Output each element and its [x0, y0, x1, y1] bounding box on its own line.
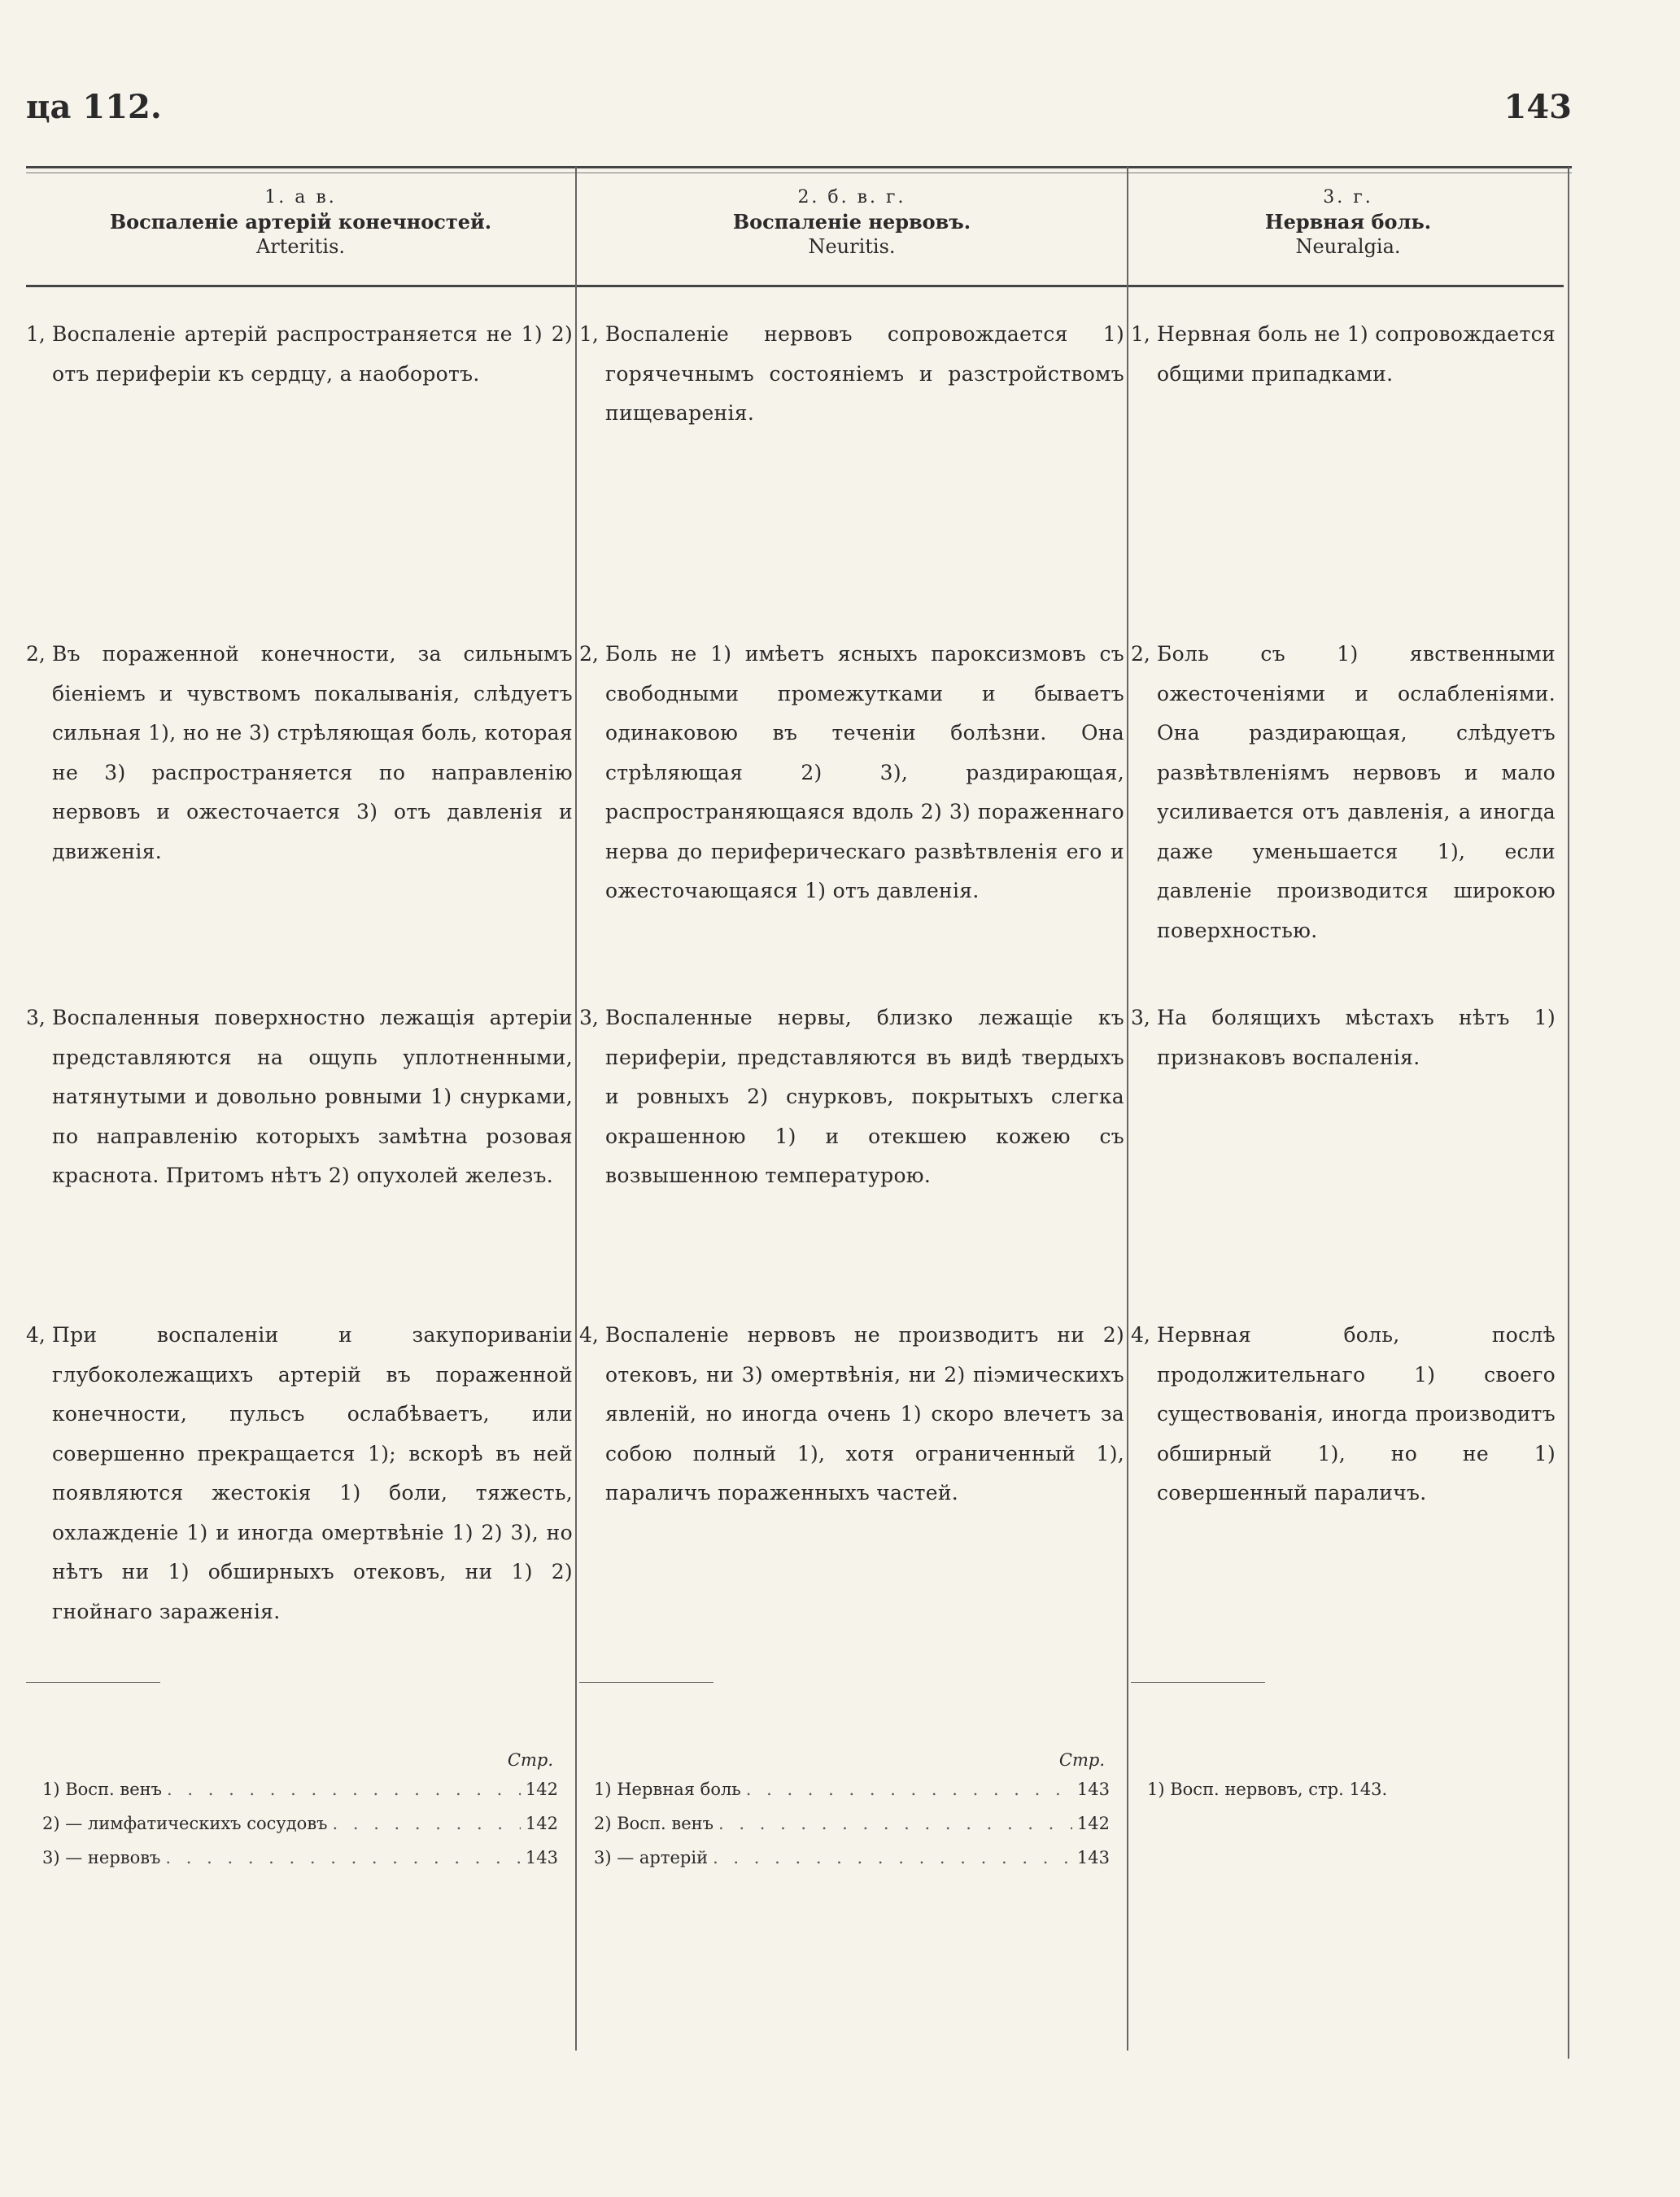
- column-latin-title: Neuralgia.: [1295, 235, 1401, 258]
- entry-text: Боль не 1) имѣетъ ясныхъ пароксизмовъ съ свободными промежутками и бываетъ одинаковою въ теченіи болѣзни. Она стрѣляющая 2) 3), раздирающая, распространяющаяся вдоль 2) 3) пораженнаго нерва до периферическаго развѣтвленія его и ожесточающаяся 1) отъ давленія.: [605, 642, 1124, 902]
- column-title: Воспаленіе артерій конечностей.: [109, 210, 492, 234]
- column-number: 1. а в.: [264, 187, 337, 207]
- entry-arteritis-1: [26, 315, 573, 394]
- entry-text: Въ пораженной конечности, за сильнымъ біеніемъ и чувствомъ покалыванія, слѣдуетъ сильная 1), но не 3) стрѣляющая боль, которая не 3) распространяется по направленію нервовъ и ожесточается 3) отъ давленія и движенія.: [52, 642, 573, 863]
- column-divider: [575, 167, 577, 2051]
- footnote: [594, 1841, 1110, 1875]
- footnote-text: 1) Восп. нервовъ, стр. 143.: [1147, 1780, 1388, 1799]
- footnote: [594, 1772, 1110, 1806]
- footnotes-arteritis: [42, 1748, 558, 1875]
- entry-number: 4,: [579, 1323, 599, 1347]
- column-latin-title: Neuritis.: [808, 235, 896, 258]
- footnote-page: 143: [1076, 1848, 1110, 1867]
- footnote-page: 142: [525, 1814, 558, 1833]
- running-head: ца 112.: [26, 88, 162, 126]
- entry-text: Нервная боль, послѣ продолжительнаго 1) своего существованія, иногда производитъ обширный 1), но не 1) совершенный параличъ.: [1157, 1323, 1556, 1505]
- entry-neuralgia-2: [1131, 635, 1556, 950]
- footnote-text: 2) — лимфатическихъ сосудовъ: [42, 1814, 328, 1833]
- footnote: [42, 1806, 558, 1841]
- column-heading-arteritis: [26, 186, 575, 259]
- entry-neuritis-3: [579, 998, 1124, 1196]
- page-header: [26, 88, 1572, 129]
- footnote-text: 1) Восп. венъ: [42, 1780, 163, 1799]
- entry-neuritis-4: [579, 1316, 1124, 1513]
- entry-number: 3,: [26, 1006, 46, 1029]
- entry-text: Воспаленныя поверхностно лежащія артеріи представляются на ощупь уплотненными, натянутыми и довольно ровными 1) снурками, по направленію которыхъ замѣтна розовая краснота. Притомъ нѣтъ 2) опухолей железъ.: [52, 1006, 573, 1187]
- entry-text: Воспаленіе нервовъ сопровождается 1) горячечнымъ состояніемъ и разстройствомъ пищеваренія.: [605, 322, 1124, 425]
- entry-text: Воспаленные нервы, близко лежащіе къ периферіи, представляются въ видѣ твердыхъ и ровныхъ 2) снурковъ, покрытыхъ слегка окрашенною 1) и отекшею кожею съ возвышенною температурою.: [605, 1006, 1124, 1187]
- entry-text: При воспаленіи и закупориваніи глубоколежащихъ артерій въ пораженной конечности, пульсъ ослабѣваетъ, или совершенно прекращается 1); вскорѣ въ ней появляются жестокія 1) боли, тяжесть, охлажденіе 1) и иногда омертвѣніе 1) 2) 3), но нѣтъ ни 1) обширныхъ отековъ, ни 1) 2) гнойнаго зараженія.: [52, 1323, 573, 1623]
- entry-text: Боль съ 1) явственными ожесточеніями и ослабленіями. Она раздирающая, слѣдуетъ развѣтвленіямъ нервовъ и мало усиливается отъ давленія, а иногда даже уменьшается 1), если давленіе производится широкою поверхностью.: [1157, 642, 1556, 942]
- footnote-separator: [1131, 1682, 1265, 1683]
- column-title: Воспаленіе нервовъ.: [732, 210, 971, 234]
- leader-dots: [167, 1772, 521, 1806]
- entry-text: На болящихъ мѣстахъ нѣтъ 1) признаковъ воспаленія.: [1157, 1006, 1556, 1069]
- footnote-page: 142: [525, 1780, 558, 1799]
- entry-neuritis-1: [579, 315, 1124, 434]
- leader-dots: [718, 1806, 1072, 1841]
- footnote: [1147, 1772, 1554, 1806]
- entry-number: 1,: [26, 322, 46, 346]
- entry-neuralgia-1: [1131, 315, 1556, 394]
- entry-number: 3,: [1131, 1006, 1150, 1029]
- entry-number: 4,: [26, 1323, 46, 1347]
- entry-text: Воспаленіе артерій распространяется не 1) 2) отъ периферіи къ сердцу, а наоборотъ.: [52, 322, 573, 386]
- leader-dots: [713, 1841, 1072, 1875]
- footnote-separator: [26, 1682, 160, 1683]
- right-border: [1568, 167, 1569, 2059]
- top-rule: [26, 166, 1572, 168]
- footnote: [42, 1841, 558, 1875]
- footnote-page-label: Стр.: [1058, 1750, 1105, 1770]
- column-divider: [1127, 167, 1128, 2051]
- leader-dots: [333, 1806, 521, 1841]
- entry-number: 4,: [1131, 1323, 1150, 1347]
- column-title: Нервная боль.: [1264, 210, 1432, 234]
- footnote-page-label: Стр.: [507, 1750, 553, 1770]
- footnote-text: 3) — артерій: [594, 1848, 709, 1867]
- leader-dots: [746, 1772, 1072, 1806]
- entry-neuritis-2: [579, 635, 1124, 911]
- heading-rule: [26, 285, 1564, 287]
- column-number: 3. г.: [1323, 187, 1373, 207]
- footnote: [594, 1806, 1110, 1841]
- footnote-separator: [579, 1682, 713, 1683]
- entry-neuralgia-3: [1131, 998, 1556, 1077]
- column-number: 2. б. в. г.: [797, 187, 906, 207]
- entry-arteritis-2: [26, 635, 573, 871]
- footnote-page: 142: [1076, 1814, 1110, 1833]
- footnote-text: 1) Нервная боль: [594, 1780, 741, 1799]
- entry-neuralgia-4: [1131, 1316, 1556, 1513]
- column-latin-title: Arteritis.: [255, 235, 346, 258]
- footnote-page: 143: [1076, 1780, 1110, 1799]
- column-heading-neuritis: [577, 186, 1127, 259]
- entry-arteritis-4: [26, 1316, 573, 1631]
- footnote-page: 143: [525, 1848, 558, 1867]
- footnote-text: 2) Восп. венъ: [594, 1814, 714, 1833]
- entry-number: 2,: [26, 642, 46, 666]
- footnote-text: 3) — нервовъ: [42, 1848, 161, 1867]
- footnotes-neuritis: [594, 1748, 1110, 1875]
- entry-number: 1,: [1131, 322, 1150, 346]
- column-heading-neuralgia: [1128, 186, 1568, 259]
- entry-number: 2,: [1131, 642, 1150, 666]
- footnotes-neuralgia: [1147, 1748, 1554, 1806]
- leader-dots: [165, 1841, 520, 1875]
- entry-number: 2,: [579, 642, 599, 666]
- footnote: [42, 1772, 558, 1806]
- entry-arteritis-3: [26, 998, 573, 1196]
- entry-number: 1,: [579, 322, 599, 346]
- page-number: 143: [1503, 88, 1572, 126]
- entry-text: Нервная боль не 1) сопровождается общими припадками.: [1157, 322, 1556, 386]
- entry-text: Воспаленіе нервовъ не производитъ ни 2) отековъ, ни 3) омертвѣнія, ни 2) піэмическихъ явленій, но иногда очень 1) скоро влечетъ за собою полный 1), хотя ограниченный 1), параличъ пораженныхъ частей.: [605, 1323, 1124, 1505]
- entry-number: 3,: [579, 1006, 599, 1029]
